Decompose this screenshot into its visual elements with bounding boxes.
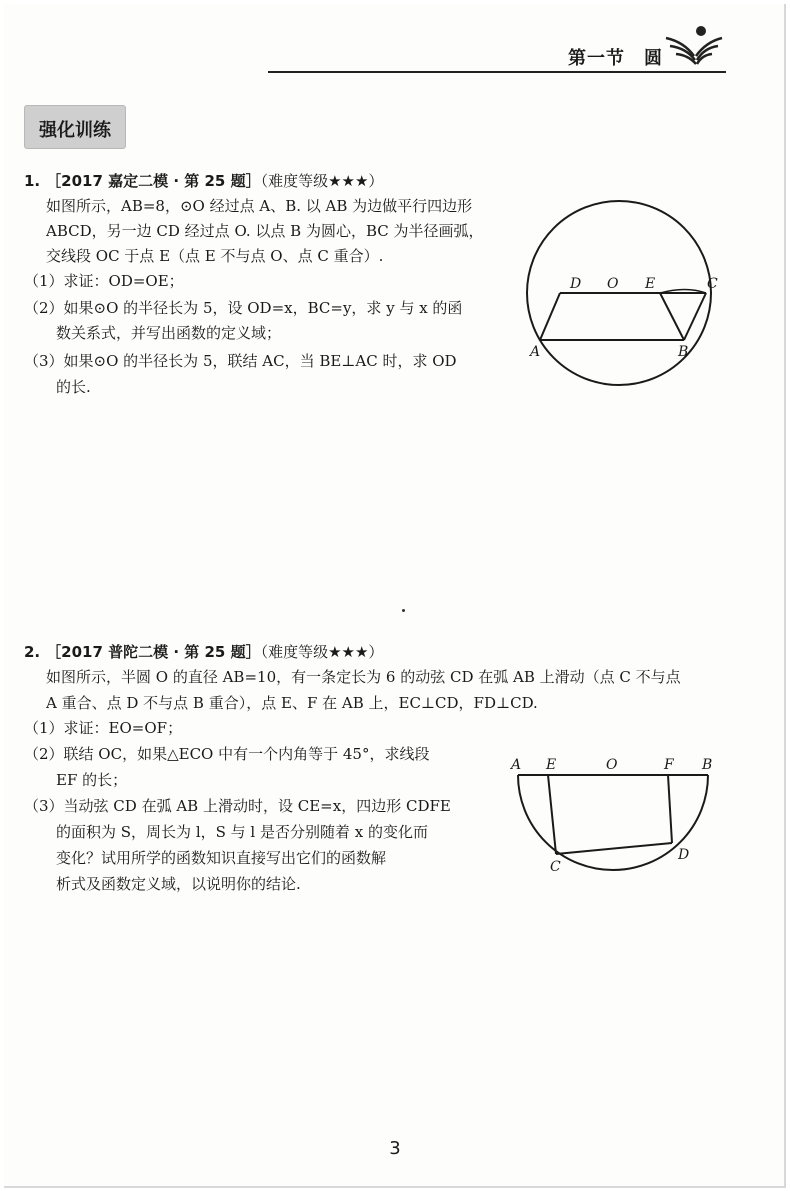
label-c: C xyxy=(550,859,561,875)
problem-2-difficulty: （难度等级★★★） xyxy=(260,643,384,661)
problem-2-line: A 重合、点 D 不与点 B 重合），点 E、F 在 AB 上，EC⊥CD，FD⊥CD. xyxy=(46,694,538,712)
problem-1-line: 如图所示，AB=8，⊙O 经过点 A、B. 以 AB 为边做平行四边形 xyxy=(46,197,473,215)
segment-be xyxy=(660,293,684,340)
problem-2-part-1: （1）求证：EO=OF； xyxy=(24,719,183,737)
label-e: E xyxy=(645,276,656,292)
problem-2-line: EF 的长； xyxy=(56,771,128,789)
label-d: D xyxy=(570,276,582,292)
problem-2-part-2: （2）联结 OC，如果△ECO 中有一个内角等于 45°，求线段 xyxy=(24,745,430,763)
segment-ad xyxy=(540,293,560,340)
section-label: 强化训练 xyxy=(39,120,111,141)
label-e: E xyxy=(546,757,557,773)
label-b: B xyxy=(678,344,689,360)
page-number: 3 xyxy=(389,1138,401,1159)
problem-2-figure xyxy=(508,755,723,885)
label-o: O xyxy=(606,757,618,773)
label-o: O xyxy=(607,276,619,292)
problem-2-line: 变化？试用所学的函数知识直接写出它们的函数解 xyxy=(56,849,387,867)
label-f: F xyxy=(664,757,674,773)
divider-dot xyxy=(402,609,405,612)
problem-1-line: 数关系式，并写出函数的定义域； xyxy=(56,324,282,342)
segment-ec xyxy=(548,775,556,854)
problem-1-line: 的长. xyxy=(56,378,91,396)
header-rule xyxy=(268,71,726,73)
label-c: C xyxy=(707,276,718,292)
problem-1-part-2: （2）如果⊙O 的半径长为 5，设 OD=x，BC=y，求 y 与 x 的函 xyxy=(24,299,463,317)
problem-2-part-3: （3）当动弦 CD 在弧 AB 上滑动时，设 CE=x，四边形 CDFE xyxy=(24,797,451,815)
problem-1-line: 交线段 OC 于点 E（点 E 不与点 O、点 C 重合）. xyxy=(46,247,384,265)
label-a: A xyxy=(530,344,541,360)
problem-1-part-3: （3）如果⊙O 的半径长为 5，联结 AC，当 BE⊥AC 时，求 OD xyxy=(24,352,457,370)
label-a: A xyxy=(511,757,522,773)
problem-2-line: 的面积为 S，周长为 l，S 与 l 是否分别随着 x 的变化而 xyxy=(56,823,428,841)
book-logo-icon xyxy=(662,24,726,68)
problem-1-source: ［2017 嘉定二模 · 第 25 题］ xyxy=(46,172,261,190)
problem-1-number: 1. xyxy=(24,172,41,190)
problem-1-part-1: （1）求证：OD=OE； xyxy=(24,272,184,290)
problem-2-header xyxy=(24,641,383,662)
problem-1-line: ABCD，另一边 CD 经过点 O. 以点 B 为圆心，BC 为半径画弧， xyxy=(46,222,484,240)
problem-1-difficulty: （难度等级★★★） xyxy=(260,172,384,190)
problem-1-header xyxy=(24,170,383,191)
problem-1-figure xyxy=(518,190,728,390)
problem-2-number: 2. xyxy=(24,643,41,661)
label-d: D xyxy=(678,847,690,863)
problem-2-line: 析式及函数定义域，以说明你的结论. xyxy=(56,875,301,893)
segment-fd xyxy=(668,775,672,843)
chord-cd xyxy=(556,843,672,854)
section-label-box xyxy=(24,105,126,149)
label-b: B xyxy=(702,757,713,773)
problem-2-source: ［2017 普陀二模 · 第 25 题］ xyxy=(46,643,261,661)
section-title: 第一节 圆 xyxy=(568,48,663,69)
problem-2-line: 如图所示，半圆 O 的直径 AB=10，有一条定长为 6 的动弦 CD 在弧 AB 上滑动（点 C 不与点 xyxy=(46,668,681,686)
